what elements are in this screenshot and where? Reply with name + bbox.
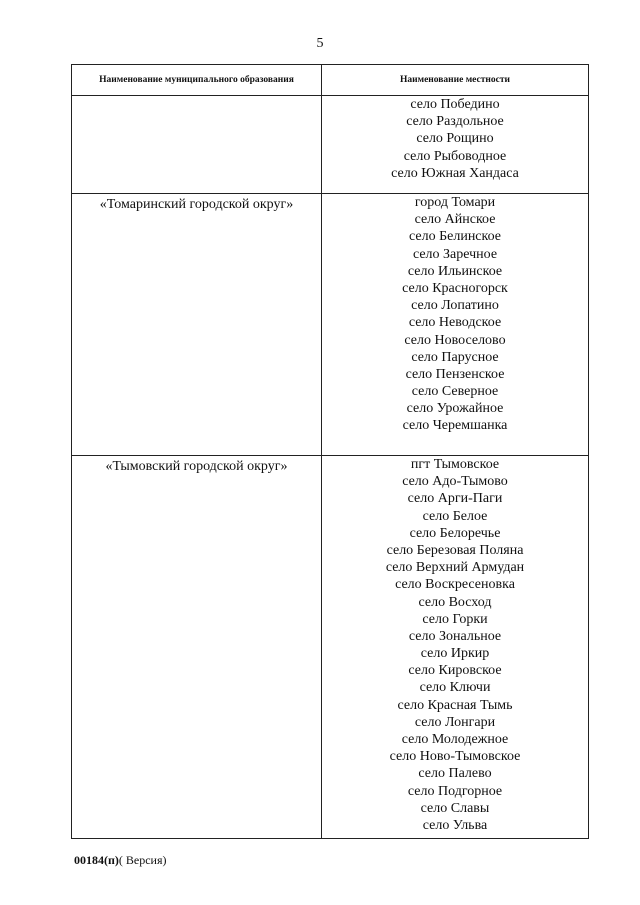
- locality-item: село Березовая Поляна: [386, 542, 524, 558]
- locality-item: село Неводское: [408, 315, 502, 331]
- locality-item: село Черемшанка: [402, 418, 508, 434]
- localities-list: [323, 456, 587, 834]
- locality-item: село Заречное: [412, 246, 498, 262]
- localities-list: [323, 194, 587, 435]
- locality-item: село Белое: [422, 508, 488, 524]
- locality-item: село Лопатино: [411, 298, 499, 314]
- municipality-cell: [72, 96, 322, 194]
- document-footer: [74, 853, 167, 868]
- locality-item: село Новоселово: [404, 332, 506, 348]
- municipality-name: «Тымовский городской округ»: [105, 459, 288, 474]
- locality-item: село Ульва: [422, 817, 488, 833]
- locality-item: село Лонгари: [414, 714, 496, 730]
- locality-item: село Молодежное: [401, 732, 509, 747]
- document-version: ( Версия): [118, 853, 167, 867]
- table-row: [72, 456, 589, 839]
- locality-item: пгт Тымовское: [410, 457, 500, 472]
- localities-cell: [322, 456, 589, 839]
- locality-item: село Урожайное: [406, 401, 504, 417]
- page-number: 5: [316, 36, 324, 51]
- locality-item: село Красная Тымь: [397, 697, 513, 713]
- table-body: [72, 96, 589, 839]
- locality-item: село Кировское: [408, 663, 502, 679]
- locality-item: село Адо-Тымово: [402, 474, 508, 490]
- header-municipality: [72, 65, 322, 96]
- locality-item: село Подгорное: [407, 783, 503, 799]
- locality-item: село Ильинское: [407, 263, 503, 279]
- header-municipality-label: Наименование муниципального образования: [99, 74, 294, 85]
- locality-item: село Рыбоводное: [403, 148, 507, 164]
- table-header-row: [72, 65, 589, 96]
- locality-item: село Палево: [418, 766, 492, 782]
- document-code: 00184(п): [74, 853, 119, 867]
- locality-item: село Иркир: [420, 646, 490, 662]
- locality-item: село Парусное: [411, 349, 499, 365]
- locality-item: село Ключи: [419, 680, 491, 696]
- locality-item: село Северное: [411, 384, 499, 400]
- locality-item: село Южная Хандаса: [391, 165, 519, 181]
- locality-item: село Горки: [422, 611, 488, 627]
- locality-item: село Белинское: [409, 229, 501, 245]
- table-row: [72, 96, 589, 194]
- locality-item: село Верхний Армудан: [385, 560, 525, 576]
- localities-cell: [322, 194, 589, 456]
- locality-item: село Зональное: [408, 628, 502, 644]
- locality-item: село Красногорск: [402, 280, 508, 296]
- locality-item: село Пензенское: [405, 366, 505, 382]
- locality-item: село Арги-Паги: [407, 491, 503, 507]
- localities-list: [323, 96, 587, 182]
- locality-item: село Побединo: [410, 97, 500, 112]
- municipality-name: «Томаринский городской округ»: [99, 197, 294, 212]
- header-locality: [322, 65, 589, 96]
- municipalities-table: [71, 64, 589, 839]
- locality-item: село Восход: [418, 594, 492, 610]
- municipality-cell: [72, 194, 322, 456]
- municipality-cell: [72, 456, 322, 839]
- locality-item: село Белоречье: [409, 525, 501, 541]
- locality-item: село Раздольное: [406, 114, 504, 130]
- locality-item: село Рощино: [416, 131, 494, 147]
- locality-item: село Айнское: [414, 212, 496, 228]
- header-locality-label: Наименование местности: [400, 74, 510, 85]
- locality-item: село Ново-Тымовское: [389, 749, 521, 765]
- table-row: [72, 194, 589, 456]
- locality-item: село Славы: [420, 800, 490, 816]
- localities-cell: [322, 96, 589, 194]
- locality-item: город Томари: [414, 195, 496, 210]
- locality-item: село Воскресеновка: [395, 577, 515, 593]
